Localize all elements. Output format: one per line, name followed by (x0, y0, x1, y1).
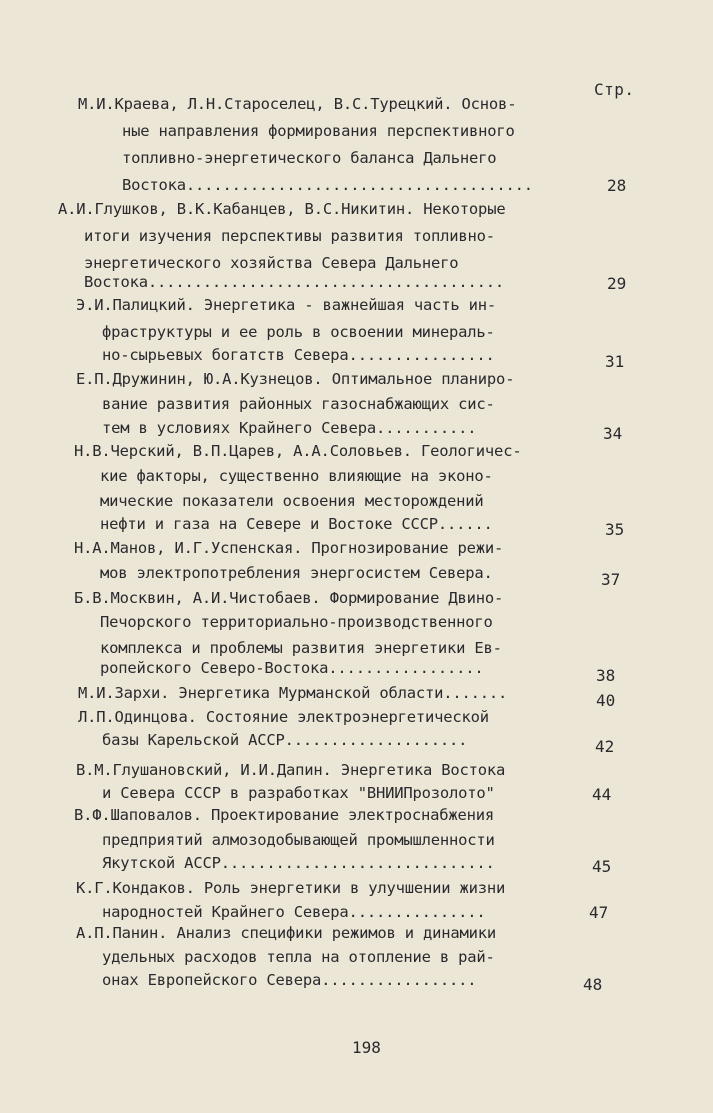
toc-entry-first-line: Н.А.Манов, И.Г.Успенская. Прогнозирование режи- (74, 539, 504, 557)
toc-page-number: 47 (589, 903, 609, 922)
toc-entry-first-line: В.М.Глушановский, И.И.Дапин. Энергетика Востока (76, 761, 506, 779)
toc-entry-line: Печорского территориально-производственного (100, 613, 493, 631)
toc-entry-line: тем в условиях Крайнего Севера........... (102, 419, 477, 437)
toc-entry-first-line: Е.П.Дружинин, Ю.А.Кузнецов. Оптимальное планиро- (76, 370, 515, 388)
toc-entry-line: итоги изучения перспективы развития топливно- (84, 227, 495, 245)
toc-entry-first-line: М.И.Зархи. Энергетика Мурманской области....... (78, 684, 508, 702)
toc-page-number: 45 (592, 857, 612, 876)
page-number: 198 (352, 1038, 381, 1057)
toc-entry-line: топливно-энергетического баланса Дальнего (122, 149, 497, 167)
toc-entry-first-line: М.И.Краева, Л.Н.Староселец, В.С.Турецкий. Основ- (78, 95, 517, 113)
toc-page-number: 31 (605, 352, 625, 371)
toc-page-number: 42 (595, 737, 615, 756)
toc-entry-first-line: К.Г.Кондаков. Роль энергетики в улучшении жизни (76, 879, 506, 897)
toc-entry-line: онах Европейского Севера................. (102, 971, 477, 989)
toc-entry-first-line: Л.П.Одинцова. Состояние электроэнергетической (78, 708, 489, 726)
toc-entry-line: нефти и газа на Севере и Востоке СССР...... (100, 515, 493, 533)
toc-page-number: 29 (607, 274, 627, 293)
toc-entry-line: энергетического хозяйства Севера Дальнего (84, 254, 459, 272)
toc-entry-line: удельных расходов тепла на отопление в рай- (102, 948, 495, 966)
toc-entry-line: вание развития районных газоснабжающих сис- (102, 395, 495, 413)
toc-entry-first-line: А.И.Глушков, В.К.Кабанцев, В.С.Никитин. Некоторые (58, 200, 506, 218)
toc-entry-line: фраструктуры и ее роль в освоении минераль- (102, 323, 495, 341)
toc-entry-line: предприятий алмозодобывающей промышленности (102, 831, 495, 849)
toc-entry-line: мические показатели освоения месторождений (100, 492, 484, 510)
toc-entry-line: мов электропотребления энергосистем Севера. (100, 564, 493, 582)
toc-entry-line: Востока...................................... (122, 176, 533, 194)
toc-page-number: 40 (596, 691, 616, 710)
toc-entry-line: но-сырьевых богатств Севера................ (102, 346, 495, 364)
toc-entry-line: ные направления формирования перспективного (122, 122, 515, 140)
toc-entry-first-line: А.П.Панин. Анализ специфики режимов и динамики (76, 924, 497, 942)
toc-entry-line: базы Карельской АССР.................... (102, 731, 468, 749)
toc-page-number: 48 (583, 975, 603, 994)
toc-entry-line: Востока....................................... (84, 273, 505, 291)
toc-page-number: 35 (605, 520, 625, 539)
toc-entry-line: и Севера СССР в разработках "ВНИИПрозолото" (102, 784, 495, 802)
toc-entry-first-line: Э.И.Палицкий. Энергетика - важнейшая часть ин- (76, 296, 497, 314)
toc-entry-line: народностей Крайнего Севера............... (102, 903, 486, 921)
toc-entry-first-line: Б.В.Москвин, А.И.Чистобаев. Формирование Двино- (74, 589, 504, 607)
toc-page-number: 44 (592, 785, 612, 804)
toc-entry-line: комплекса и проблемы развития энергетики Ев- (100, 639, 502, 657)
toc-entry-line: ропейского Северо-Востока................. (100, 659, 484, 677)
toc-entry-first-line: Н.В.Черский, В.П.Царев, А.А.Соловьев. Геологичес- (74, 442, 522, 460)
toc-page-number: 28 (607, 176, 627, 195)
toc-entry-line: Якутской АССР.............................. (102, 854, 495, 872)
toc-page-number: 38 (596, 666, 616, 685)
toc-page-number: 37 (601, 570, 621, 589)
toc-entry-first-line: В.Ф.Шаповалов. Проектирование электроснабжения (74, 806, 495, 824)
page-column-label: Стр. (594, 80, 635, 99)
toc-entry-line: кие факторы, существенно влияющие на эконо- (100, 467, 493, 485)
toc-page-number: 34 (603, 424, 623, 443)
